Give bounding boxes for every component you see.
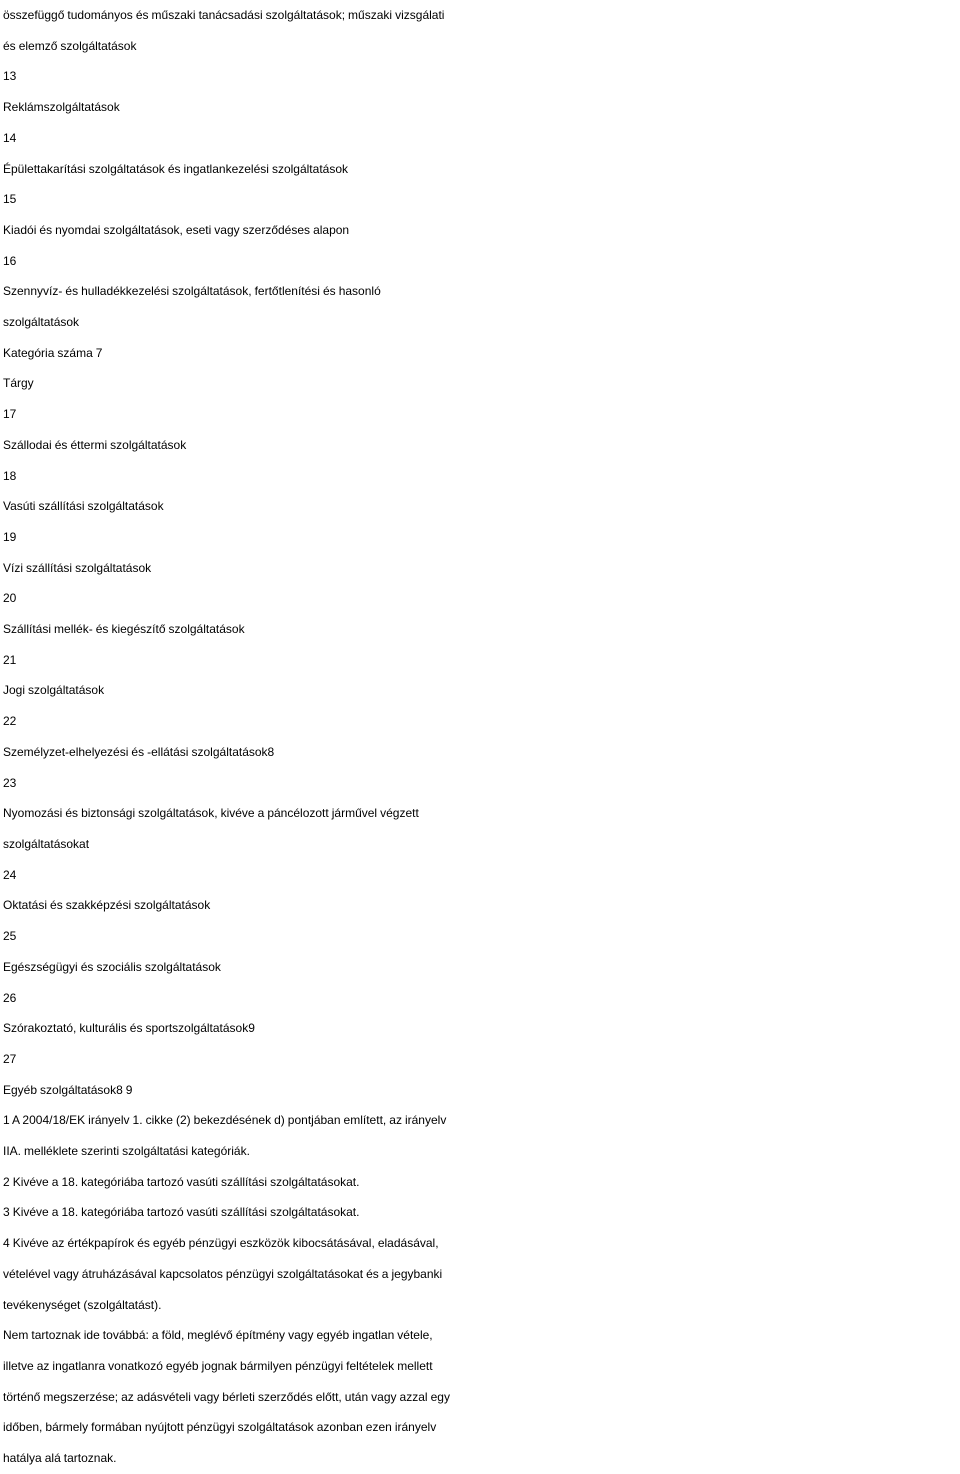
- category-title: Szállítási mellék- és kiegészítő szolgáltatások: [3, 622, 245, 637]
- section-heading: Kategória száma 7: [3, 345, 103, 360]
- category-title: szolgáltatások: [3, 315, 80, 330]
- section-heading: Tárgy: [3, 376, 34, 391]
- category-title: Szórakoztató, kulturális és sportszolgáltatások9: [3, 1021, 255, 1036]
- text-line: összefüggő tudományos és műszaki tanácsadási szolgáltatások; műszaki vizsgálati: [3, 8, 445, 22]
- category-number: 21: [3, 652, 17, 667]
- category-title: Kiadói és nyomdai szolgáltatások, eseti vagy szerződéses alapon: [3, 222, 350, 237]
- category-number: 24: [3, 867, 17, 882]
- category-title: Személyzet-elhelyezési és -ellátási szolgáltatások8: [3, 744, 275, 759]
- category-title: Egészségügyi és szociális szolgáltatások: [3, 959, 221, 974]
- category-title: Nyomozási és biztonsági szolgáltatások, kivéve a páncélozott járművel végzett: [3, 806, 419, 821]
- category-number: 16: [3, 253, 17, 268]
- note-paragraph: történő megszerzése; az adásvételi vagy bérleti szerződés előtt, után vagy azzal egy: [3, 1389, 450, 1404]
- category-number: 25: [3, 929, 17, 944]
- text-line: és elemző szolgáltatások: [3, 38, 137, 53]
- category-title: Szennyvíz- és hulladékkezelési szolgáltatások, fertőtlenítési és hasonló: [3, 284, 381, 299]
- category-number: 22: [3, 714, 17, 729]
- category-number: 18: [3, 468, 17, 483]
- category-number: 23: [3, 775, 17, 790]
- footnote: IIA. melléklete szerinti szolgáltatási kategóriák.: [3, 1144, 250, 1159]
- category-number: 17: [3, 407, 17, 422]
- category-title: Vasúti szállítási szolgáltatások: [3, 499, 164, 514]
- category-number: 15: [3, 192, 17, 207]
- category-title: Vízi szállítási szolgáltatások: [3, 560, 152, 575]
- category-title: Egyéb szolgáltatások8 9: [3, 1082, 133, 1097]
- category-title: Jogi szolgáltatások: [3, 683, 105, 698]
- category-title: szolgáltatásokat: [3, 836, 90, 851]
- note-paragraph: hatálya alá tartoznak.: [3, 1451, 117, 1466]
- footnote: 1 A 2004/18/EK irányelv 1. cikke (2) bekezdésének d) pontjában említett, az irányelv: [3, 1113, 447, 1128]
- document-body: [3, 0, 960, 1474]
- note-paragraph: illetve az ingatlanra vonatkozó egyéb jognak bármilyen pénzügyi feltételek mellett: [3, 1358, 433, 1373]
- category-title: Reklámszolgáltatások: [3, 100, 120, 115]
- footnote: 3 Kivéve a 18. kategóriába tartozó vasúti szállítási szolgáltatásokat.: [3, 1205, 360, 1220]
- category-title: Oktatási és szakképzési szolgáltatások: [3, 898, 211, 913]
- footnote: 4 Kivéve az értékpapírok és egyéb pénzügyi eszközök kibocsátásával, eladásával,: [3, 1236, 439, 1251]
- category-number: 13: [3, 69, 17, 84]
- category-number: 14: [3, 130, 17, 145]
- footnote: 2 Kivéve a 18. kategóriába tartozó vasúti szállítási szolgáltatásokat.: [3, 1174, 360, 1189]
- category-number: 20: [3, 591, 17, 606]
- footnote: vételével vagy átruházásával kapcsolatos pénzügyi szolgáltatásokat és a jegybanki: [3, 1266, 443, 1281]
- category-title: Szállodai és éttermi szolgáltatások: [3, 437, 187, 452]
- category-number: 26: [3, 990, 17, 1005]
- category-number: 27: [3, 1051, 17, 1066]
- footnote: tevékenységet (szolgáltatást).: [3, 1297, 162, 1312]
- note-paragraph: Nem tartoznak ide továbbá: a föld, meglévő építmény vagy egyéb ingatlan vétele,: [3, 1328, 433, 1343]
- note-paragraph: időben, bármely formában nyújtott pénzügyi szolgáltatások azonban ezen irányelv: [3, 1420, 437, 1435]
- category-title: Épülettakarítási szolgáltatások és ingatlankezelési szolgáltatások: [3, 161, 348, 176]
- category-number: 19: [3, 529, 17, 544]
